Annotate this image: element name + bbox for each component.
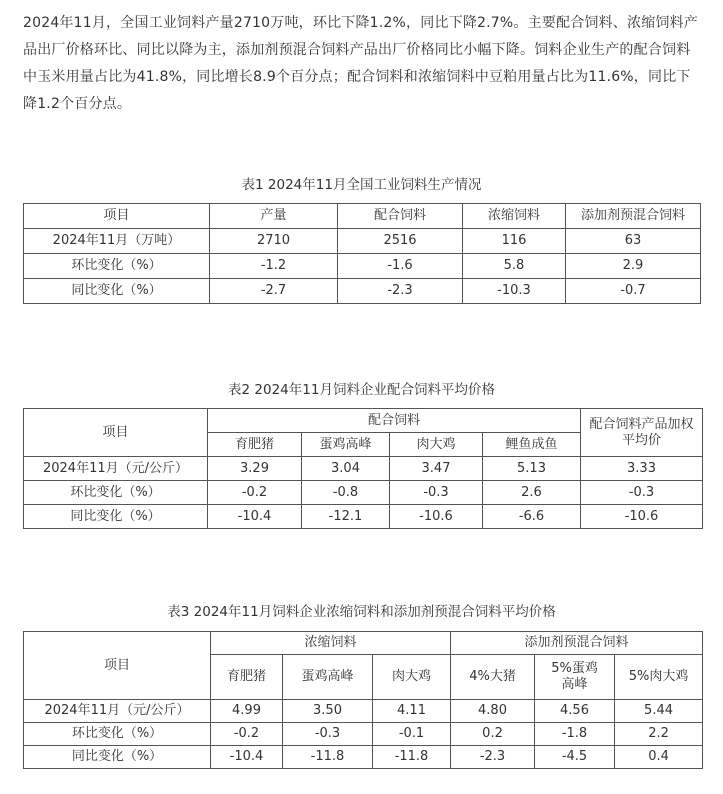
- header-cell: 项目: [24, 204, 210, 229]
- table-cell: 3.50: [283, 700, 373, 723]
- table-header-row: [24, 204, 701, 229]
- table1: [23, 203, 701, 304]
- table-cell: 5.44: [615, 700, 703, 723]
- table-cell: 4.56: [535, 700, 615, 723]
- table-cell: -2.3: [338, 279, 463, 304]
- table-cell: 116: [463, 229, 566, 254]
- table2: [23, 408, 703, 529]
- table-cell: -2.7: [210, 279, 338, 304]
- table-header-row: [24, 632, 703, 655]
- table-cell: -10.3: [463, 279, 566, 304]
- table-cell: 63: [566, 229, 701, 254]
- table-cell: -1.6: [338, 254, 463, 279]
- row-label: 环比变化（%）: [24, 254, 210, 279]
- table-cell: -1.2: [210, 254, 338, 279]
- header-cell: 肉大鸡: [390, 433, 483, 457]
- group-header-cell: 配合饲料: [208, 409, 581, 433]
- table-row: [24, 505, 703, 529]
- table-cell: -0.3: [390, 481, 483, 505]
- table-cell: 3.47: [390, 457, 483, 481]
- header-cell: 配合饲料产品加权平均价: [581, 409, 703, 457]
- table-cell: -4.5: [535, 746, 615, 769]
- table-cell: -0.7: [566, 279, 701, 304]
- table-cell: 2.6: [483, 481, 581, 505]
- header-cell: 蛋鸡高峰: [302, 433, 390, 457]
- table1-caption: 表1 2024年11月全国工业饲料生产情况: [241, 177, 482, 193]
- table-cell: 2516: [338, 229, 463, 254]
- table-cell: -0.3: [581, 481, 703, 505]
- header-cell: 蛋鸡高峰: [283, 655, 373, 700]
- table-cell: 4.11: [373, 700, 451, 723]
- table-cell: -0.1: [373, 723, 451, 746]
- table3-caption: 表3 2024年11月饲料企业浓缩饲料和添加剂预混合饲料平均价格: [167, 604, 556, 620]
- row-label: 2024年11月（元/公斤）: [24, 700, 211, 723]
- header-cell: 浓缩饲料: [463, 204, 566, 229]
- table-cell: 2710: [210, 229, 338, 254]
- header-cell: 育肥猪: [208, 433, 302, 457]
- header-cell: 育肥猪: [211, 655, 283, 700]
- header-cell: 鲤鱼成鱼: [483, 433, 581, 457]
- table-row: [24, 254, 701, 279]
- table-cell: 5.13: [483, 457, 581, 481]
- table-cell: -10.4: [211, 746, 283, 769]
- table-cell: -0.2: [211, 723, 283, 746]
- row-label: 同比变化（%）: [24, 505, 208, 529]
- table-cell: 2.9: [566, 254, 701, 279]
- table-cell: -10.4: [208, 505, 302, 529]
- table3: [23, 631, 703, 769]
- table-cell: -11.8: [373, 746, 451, 769]
- row-label: 同比变化（%）: [24, 279, 210, 304]
- row-label: 2024年11月（万吨）: [24, 229, 210, 254]
- header-cell: 配合饲料: [338, 204, 463, 229]
- row-label: 环比变化（%）: [24, 723, 211, 746]
- table-cell: 5.8: [463, 254, 566, 279]
- header-cell: 肉大鸡: [373, 655, 451, 700]
- table-cell: -12.1: [302, 505, 390, 529]
- table-row: [24, 746, 703, 769]
- header-cell: 4%大猪: [451, 655, 535, 700]
- header-cell: 项目: [24, 632, 211, 700]
- table-cell: -10.6: [581, 505, 703, 529]
- header-cell: 产量: [210, 204, 338, 229]
- group-header-cell: 浓缩饲料: [211, 632, 451, 655]
- table-cell: -2.3: [451, 746, 535, 769]
- table-cell: -11.8: [283, 746, 373, 769]
- table-cell: -6.6: [483, 505, 581, 529]
- intro-paragraph: 2024年11月，全国工业饲料产量2710万吨，环比下降1.2%，同比下降2.7%。主要配合饲料、浓缩饲料产品出厂价格环比、同比以降为主，添加剂预混合饲料产品出厂价格同比小幅下降。饲料企业生产的配合饲料中玉米用量占比为41.8%，同比增长8.9个百分点；配合饲料和浓缩饲料中豆粕用量占比为11.6%，同比下降1.2个百分点。: [23, 15, 699, 112]
- row-label: 环比变化（%）: [24, 481, 208, 505]
- row-label: 2024年11月（元/公斤）: [24, 457, 208, 481]
- table-cell: 3.04: [302, 457, 390, 481]
- table-cell: 2.2: [615, 723, 703, 746]
- table-row: [24, 457, 703, 481]
- table-header-row: [24, 409, 703, 433]
- header-cell: 5%蛋鸡高峰: [535, 655, 615, 700]
- table-cell: 4.80: [451, 700, 535, 723]
- table-row: [24, 700, 703, 723]
- table-row: [24, 723, 703, 746]
- table-cell: 0.4: [615, 746, 703, 769]
- table-cell: -0.8: [302, 481, 390, 505]
- header-cell: 添加剂预混合饲料: [566, 204, 701, 229]
- table-cell: -0.2: [208, 481, 302, 505]
- group-header-cell: 添加剂预混合饲料: [451, 632, 703, 655]
- table-cell: 3.29: [208, 457, 302, 481]
- table-cell: 3.33: [581, 457, 703, 481]
- table-cell: -10.6: [390, 505, 483, 529]
- table-cell: 0.2: [451, 723, 535, 746]
- table-row: [24, 481, 703, 505]
- table-cell: -0.3: [283, 723, 373, 746]
- table-cell: 4.99: [211, 700, 283, 723]
- row-label: 同比变化（%）: [24, 746, 211, 769]
- table-row: [24, 229, 701, 254]
- header-cell: 5%肉大鸡: [615, 655, 703, 700]
- header-cell: 项目: [24, 409, 208, 457]
- table-row: [24, 279, 701, 304]
- table2-caption: 表2 2024年11月饲料企业配合饲料平均价格: [228, 382, 495, 398]
- table-cell: -1.8: [535, 723, 615, 746]
